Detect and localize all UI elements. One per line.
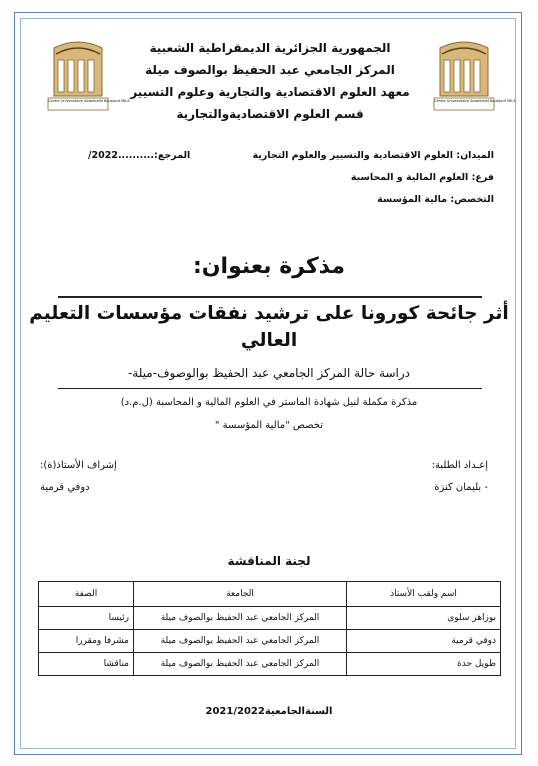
- member-name: دوفي قرمية: [347, 630, 501, 653]
- member-role: مشرفا ومقررا: [39, 630, 134, 653]
- university-logo-right: [420, 40, 516, 116]
- member-name: طويل حدة: [347, 653, 501, 676]
- member-university: المركز الجامعي عبد الحفيظ بوالصوف ميلة: [134, 630, 347, 653]
- header-role: الصفة: [39, 582, 134, 607]
- reference-line: المرجع:..........2022/: [88, 150, 191, 161]
- specialty-line: التخصص: مالية المؤسسة: [377, 194, 494, 205]
- field-line: الميدان: العلوم الاقتصادية والتسيير والعلوم التجارية: [252, 150, 494, 161]
- committee-table: [38, 581, 501, 676]
- title-rule-top: [58, 296, 482, 298]
- memo-purpose: مذكرة مكملة لنيل شهادة الماستر في العلوم المالية و المحاسبة (ل.م.د): [120, 397, 418, 408]
- header-name: اسم ولقب الأستاذ: [347, 582, 501, 607]
- committee-title: لجنة المناقشة: [227, 554, 311, 568]
- logo-caption-left: Centre Universitaire Abdelhafid Boussouf MILA: [48, 99, 130, 103]
- header-department: قسم العلوم الاقتصاديةوالتجارية: [176, 107, 364, 121]
- table-row: [39, 607, 501, 630]
- member-university: المركز الجامعي عبد الحفيظ بوالصوف ميلة: [134, 653, 347, 676]
- header-university: الجامعة: [134, 582, 347, 607]
- thesis-title-line2: العالي: [240, 330, 298, 351]
- prepared-by-label: إعـداد الطلبة:: [431, 460, 488, 471]
- memo-heading: مذكرة بعنوان:: [192, 254, 346, 279]
- member-role: رئيسا: [39, 607, 134, 630]
- header-institute: معهد العلوم الاقتصادية والتجارية وعلوم التسيير: [130, 85, 410, 99]
- member-name: بوزاهر سلوى: [347, 607, 501, 630]
- student-name: - بليمان كنزة: [434, 482, 488, 493]
- table-row: [39, 630, 501, 653]
- case-study: دراسة حالة المركز الجامعي عبد الحفيظ بوالوصوف-ميلة-: [127, 366, 411, 380]
- header-republic: الجمهورية الجزائرية الديمقراطية الشعبية: [149, 41, 391, 55]
- supervision-label: إشراف الأستاذ(ة):: [40, 460, 117, 471]
- logo-caption-right: Centre Universitaire Abdelhafid Boussouf MILA: [434, 99, 516, 103]
- committee-header-row: [39, 582, 501, 607]
- header-center: المركز الجامعي عبد الحفيظ بوالصوف ميلة: [145, 63, 395, 77]
- branch-line: فرع: العلوم المالية و المحاسبة: [350, 172, 494, 183]
- university-logo-left: [34, 40, 130, 116]
- table-row: [39, 653, 501, 676]
- supervisor-name: دوفي قرمية: [40, 482, 90, 493]
- academic-year: السنةالجامعية2021/2022: [205, 706, 333, 717]
- member-role: مناقشا: [39, 653, 134, 676]
- thesis-title-line1: أثر جائحة كورونا على ترشيد نفقات مؤسسات التعليم: [29, 303, 509, 324]
- title-rule-bottom: [58, 388, 482, 389]
- memo-specialization: تخصص "مالية المؤسسة ": [214, 420, 324, 431]
- member-university: المركز الجامعي عبد الحفيظ بوالصوف ميلة: [134, 607, 347, 630]
